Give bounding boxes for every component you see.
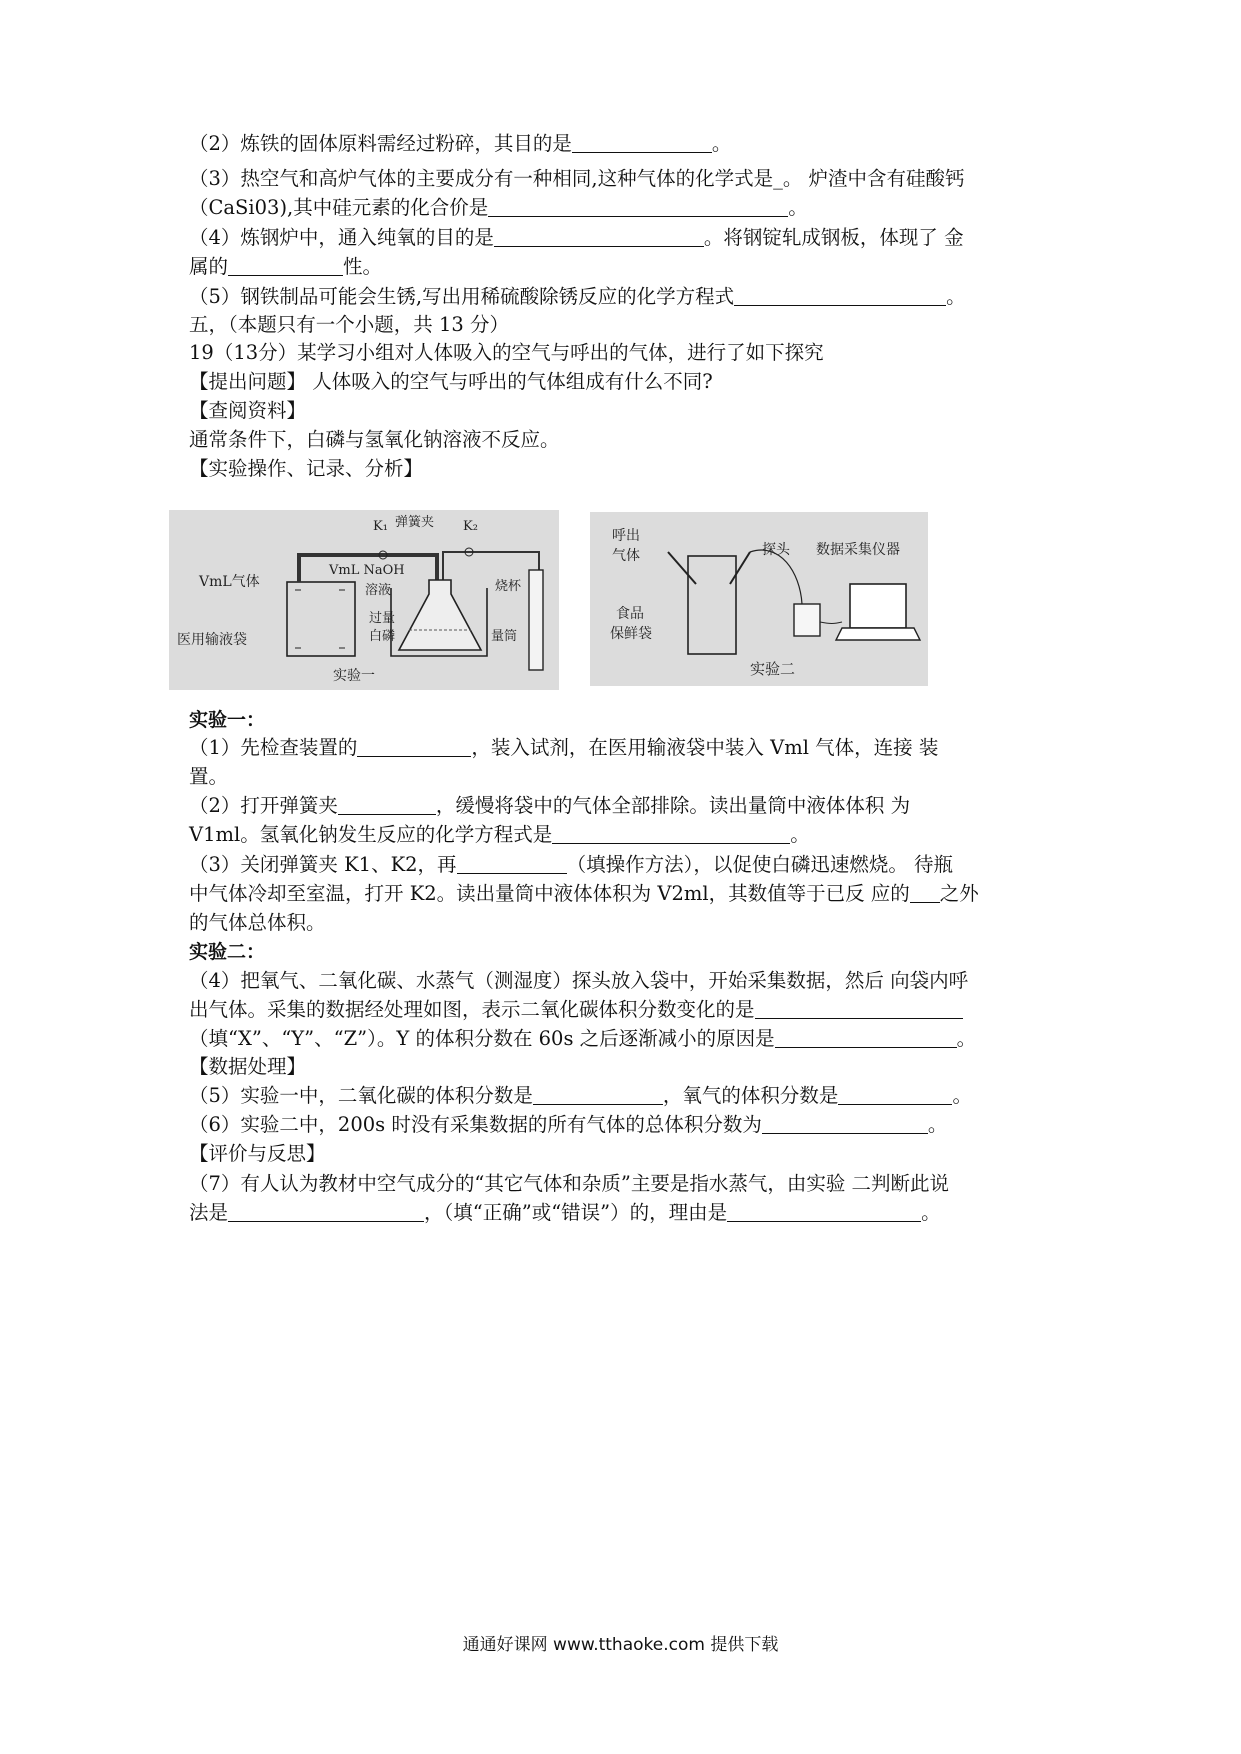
eval-line-7b [189, 1200, 941, 1226]
label-probe: 探头 [762, 542, 790, 558]
answer-blank[interactable] [762, 1113, 928, 1134]
exp1-l2b: ，缓慢将袋中的气体全部排除。读出量筒中液体体积 为 [435, 794, 911, 817]
answer-blank[interactable] [228, 255, 343, 276]
label-excess: 过量 [369, 611, 396, 626]
q18-line-4b [189, 254, 382, 280]
exp1-l1a: （1）先检查装置的 [189, 736, 358, 759]
graduated-cylinder [529, 570, 543, 670]
label-device: 数据采集仪器 [816, 542, 900, 558]
answer-blank[interactable] [838, 1084, 952, 1105]
experiment-two-figure [590, 512, 928, 686]
answer-blank[interactable] [775, 1027, 957, 1048]
label-food-1: 食品 [616, 606, 644, 622]
q18-line-2 [189, 131, 731, 157]
answer-blank[interactable] [552, 823, 790, 844]
exp1-line-2 [189, 793, 910, 819]
flask [399, 580, 481, 650]
e7c-text: ，（填“正确”或“错误”）的，理由是 [424, 1201, 728, 1224]
operation-heading: 【实验操作、记录、分析】 [189, 457, 424, 480]
period: 。 [956, 1027, 977, 1050]
exp2-line-4b [189, 997, 963, 1023]
answer-blank[interactable] [910, 882, 940, 903]
exp1-l3d: 之外 [939, 882, 979, 905]
figure-caption: 实验一 [333, 668, 375, 684]
exp1-line-1 [189, 735, 938, 761]
q18-line-5 [189, 284, 966, 310]
infusion-bag [287, 582, 355, 656]
d5b-text: ，氧气的体积分数是 [662, 1084, 839, 1107]
q18-p4b2-text: 性。 [343, 255, 383, 278]
period: 。 [711, 132, 732, 155]
label-exhale-2: 气体 [612, 548, 640, 564]
footer-credit: 通通好课网 www.tthaoke.com 提供下载 [462, 1635, 779, 1655]
eval-line-7a: （7）有人认为教材中空气成分的“其它气体和杂质”主要是指水蒸气，由实验 二判断此说 [189, 1172, 950, 1195]
tube-right [443, 552, 539, 580]
period: 。 [952, 1084, 972, 1107]
label-cylinder: 量筒 [491, 629, 518, 644]
exp1-line-2c [189, 822, 810, 848]
label-k2: K₂ [463, 519, 478, 534]
answer-blank[interactable] [494, 226, 704, 247]
answer-blank[interactable] [488, 196, 788, 217]
label-food-2: 保鲜袋 [610, 626, 652, 642]
ref-text: 通常条件下，白磷与氢氧化钠溶液不反应。 [189, 428, 560, 451]
exp2-heading: 实验二： [189, 941, 266, 963]
exp1-line-1c: 置。 [189, 765, 229, 788]
q18-line-3b [189, 195, 808, 221]
answer-blank[interactable] [228, 1201, 424, 1222]
answer-blank[interactable] [457, 853, 567, 874]
label-k1: K₁ [373, 519, 388, 534]
exp2-line-4c [189, 1026, 976, 1052]
ref-heading: 【查阅资料】 [189, 399, 307, 422]
q19-intro: 19（13分）某学习小组对人体吸入的空气与呼出的气体，进行了如下探究 [189, 341, 824, 364]
exp2-line-4a: （4）把氧气、二氧化碳、水蒸气（测湿度）探头放入袋中，开始采集数据，然后 向袋内呼 [189, 969, 969, 992]
label-beaker: 烧杯 [495, 579, 522, 594]
q18-p2-text: （2）炼铁的固体原料需经过粉碎，其目的是 [189, 132, 572, 155]
data-heading: 【数据处理】 [189, 1055, 307, 1078]
q18-line-4a [189, 225, 964, 251]
data-line-6 [189, 1112, 947, 1138]
figure-caption: 实验二 [750, 660, 796, 678]
food-bag [688, 556, 736, 654]
label-white-phosphorus: 白磷 [369, 629, 396, 644]
exp1-l1b: ，装入试剂，在医用输液袋中装入 Vml 气体，连接 装 [471, 736, 939, 759]
exp2-l4c: （填“X”、“Y”、“Z”）。Y 的体积分数在 60s 之后逐渐减小的原因是 [189, 1027, 775, 1050]
label-clamp: 弹簧夹 [395, 515, 435, 530]
experiment-one-figure [169, 510, 559, 690]
exp1-line-3c [189, 881, 979, 907]
period: 。 [788, 196, 808, 219]
answer-blank[interactable] [533, 1084, 663, 1105]
exp1-l3b: （填操作方法），以促使白磷迅速燃烧。 待瓶 [566, 853, 954, 876]
period: 。 [921, 1201, 941, 1224]
d5a-text: （5）实验一中，二氧化碳的体积分数是 [189, 1084, 533, 1107]
exp1-l2c: V1ml。氢氧化钠发生反应的化学方程式是 [189, 823, 553, 846]
q18-p5-text: （5）钢铁制品可能会生锈,写出用稀硫酸除锈反应的化学方程式 [189, 285, 735, 308]
label-naoh: VmL NaOH [329, 563, 405, 578]
ask-heading: 【提出问题】 [189, 370, 307, 393]
q18-p4b1-text: 属的 [189, 255, 229, 278]
section-5-heading: 五，（本题只有一个小题，共 13 分） [189, 313, 509, 336]
period: 。 [927, 1113, 948, 1136]
eval-heading: 【评价与反思】 [189, 1142, 326, 1165]
e7b-text: 法是 [189, 1201, 229, 1224]
answer-blank[interactable] [357, 736, 471, 757]
exp1-line-3 [189, 852, 953, 878]
data-collector-icon [794, 604, 820, 636]
answer-blank[interactable] [727, 1201, 921, 1222]
q18-p3b-text: （CaSi03),其中硅元素的化合价是 [189, 196, 489, 219]
q18-p3a-text: （3）热空气和高炉气体的主要成分有一种相同,这种气体的化学式是_。 炉渣中含有硅酸钙 [189, 167, 965, 190]
exp2-l4b: 出气体。采集的数据经处理如图，表示二氧化碳体积分数变化的是 [189, 998, 755, 1021]
label-exhale-1: 呼出 [612, 528, 640, 544]
label-solution: 溶液 [365, 583, 392, 598]
q18-p4a2-text: 。将钢锭轧成钢板，体现了 金 [703, 226, 964, 249]
data-line-5 [189, 1083, 972, 1109]
period: 。 [946, 285, 966, 308]
answer-blank[interactable] [572, 132, 712, 153]
exp1-heading: 实验一： [189, 709, 266, 731]
ask-text: 人体吸入的空气与呼出的气体组成有什么不同? [306, 370, 713, 393]
q18-p4a-text: （4）炼钢炉中，通入纯氧的目的是 [189, 226, 494, 249]
answer-blank[interactable] [338, 794, 436, 815]
ask-line [189, 369, 713, 395]
exp1-l3c: 中气体冷却至室温，打开 K2。读出量筒中液体体积为 V2ml，其数值等于已反 应的 [189, 882, 910, 905]
answer-blank[interactable] [755, 998, 963, 1019]
answer-blank[interactable] [734, 285, 946, 306]
label-bag: 医用输液袋 [177, 632, 247, 648]
exp1-l3a: （3）关闭弹簧夹 K1、K2，再 [189, 853, 457, 876]
period: 。 [790, 823, 810, 846]
exp1-line-3e: 的气体总体积。 [189, 911, 326, 934]
label-gas: VmL气体 [199, 574, 260, 590]
d6-text: （6）实验二中，200s 时没有采集数据的所有气体的总体积分数为 [189, 1113, 762, 1136]
q18-line-3a [189, 166, 965, 192]
exp1-l2a: （2）打开弹簧夹 [189, 794, 338, 817]
laptop-icon [850, 584, 906, 628]
